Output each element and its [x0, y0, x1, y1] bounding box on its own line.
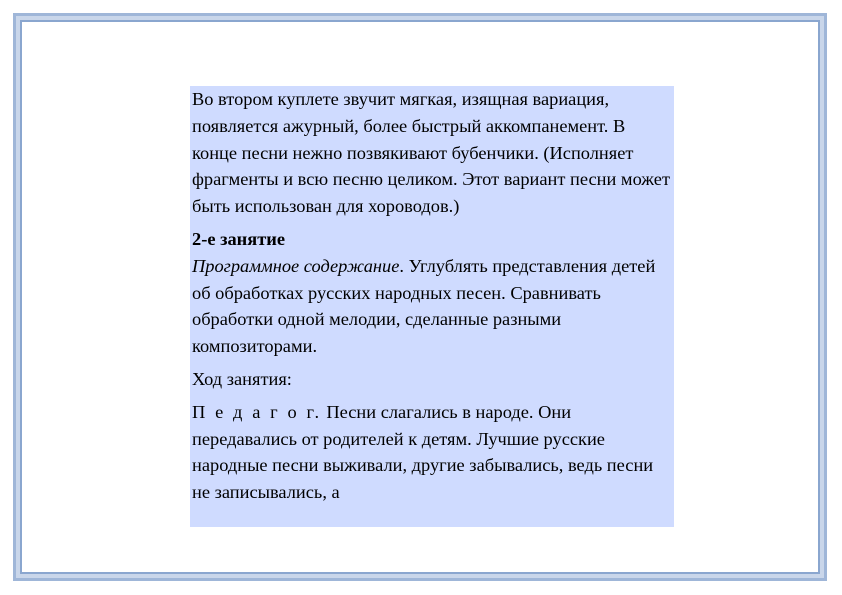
lesson-heading: 2-е занятие — [192, 228, 286, 249]
program-label: Программное содержание — [192, 255, 400, 276]
program-text: . Углублять представления детей об обработках русских народных песен. Сравнивать обработки одной мелодии, сделанные разными композиторами. — [192, 255, 656, 357]
program-paragraph — [192, 253, 674, 360]
text-box — [190, 86, 674, 527]
lesson-flow-label: Ход занятия: — [192, 368, 292, 389]
speaker-label: П е д а г о г. — [192, 401, 322, 422]
speaker-text: Песни слагались в народе. Они передавались от родителей к детям. Лучшие русские народные песни выживали, другие забывались, ведь песни не записывались, а — [192, 401, 654, 503]
lesson-block — [192, 226, 674, 360]
paragraph-verse-description: Во втором куплете звучит мягкая, изящная вариация, появляется ажурный, более быстрый аккомпанемент. В конце песни нежно позвякивают бубенчики. (Исполняет фрагменты и всю песню целиком. Этот вариант песни может быть использован для хороводов.) — [192, 89, 670, 217]
teacher-paragraph — [192, 399, 674, 506]
